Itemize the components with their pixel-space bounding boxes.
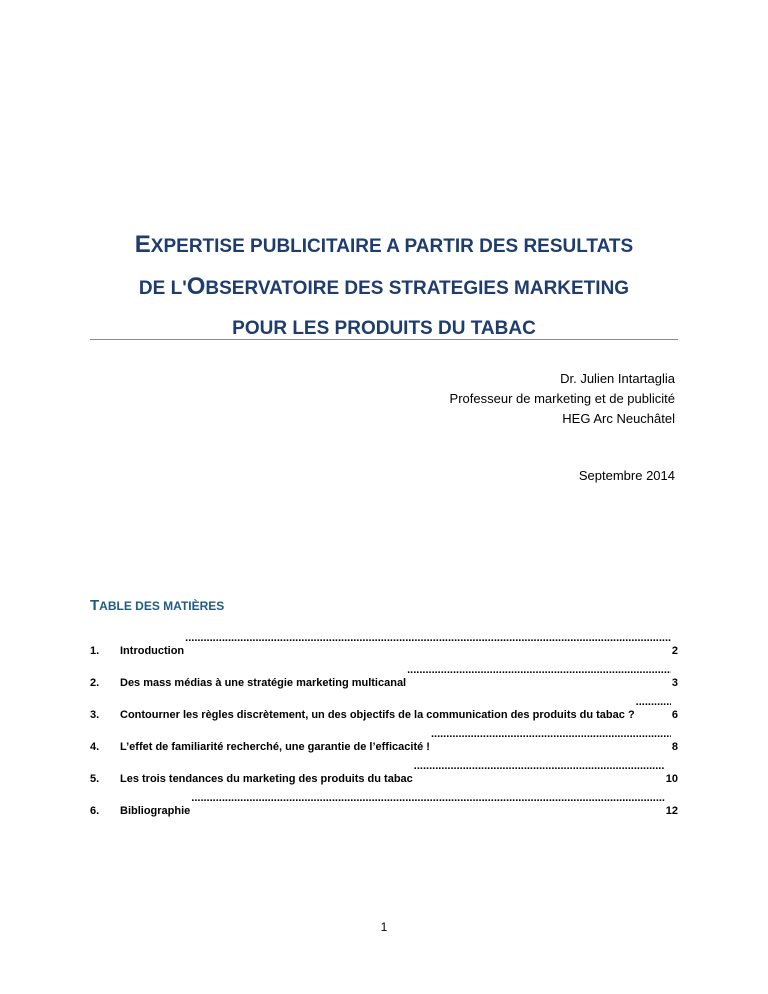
title-line-1: EXPERTISE PUBLICITAIRE A PARTIR DES RESULTATS	[134, 231, 634, 258]
toc-entry-page: 3	[671, 677, 678, 689]
author-role: Professeur de marketing et de publicité	[449, 391, 675, 406]
toc-entry-number: 5.	[90, 773, 100, 785]
toc-entry-title: Contourner les règles discrètement, un des objectifs de la communication des produits du tabac ?	[120, 709, 635, 721]
publication-date: Septembre 2014	[578, 468, 675, 483]
toc-entry-page: 2	[671, 645, 678, 657]
toc-entry-page: 12	[665, 805, 678, 817]
toc-entry-number: 6.	[90, 805, 100, 817]
toc-entry-number: 3.	[90, 709, 100, 721]
toc-entry-title: Des mass médias à une stratégie marketing multicanal	[120, 677, 407, 689]
toc-leader-dots	[407, 654, 671, 686]
document-title	[90, 224, 678, 350]
author-institution: HEG Arc Neuchâtel	[562, 411, 675, 426]
toc-entry[interactable]	[90, 622, 678, 657]
author-name: Dr. Julien Intartaglia	[560, 371, 675, 386]
toc-entry-number: 4.	[90, 741, 100, 753]
table-of-contents	[90, 622, 678, 817]
page-number: 1	[380, 920, 388, 934]
toc-leader-dots	[431, 718, 671, 750]
toc-leader-dots	[191, 782, 664, 814]
toc-heading: TABLE DES MATIÈRES	[90, 597, 225, 614]
title-divider	[90, 339, 678, 340]
toc-leader-dots	[185, 622, 671, 654]
toc-entry-title: L’effet de familiarité recherché, une garantie de l’efficacité !	[120, 741, 430, 753]
toc-entry-page: 10	[665, 773, 678, 785]
toc-entry-page: 6	[671, 709, 678, 721]
toc-leader-dots	[636, 686, 671, 718]
toc-entry-number: 2.	[90, 677, 100, 689]
toc-entry-title: Les trois tendances du marketing des produits du tabac	[120, 773, 413, 785]
toc-entry-title: Introduction	[120, 645, 185, 657]
toc-entry-title: Bibliographie	[120, 805, 191, 817]
toc-entry-page: 8	[671, 741, 678, 753]
title-line-2: DE L'OBSERVATOIRE DES STRATEGIES MARKETING	[138, 273, 630, 300]
toc-entry-number: 1.	[90, 645, 100, 657]
toc-leader-dots	[414, 750, 665, 782]
author-block	[450, 369, 675, 429]
title-line-3: POUR LES PRODUITS DU TABAC	[232, 318, 536, 339]
